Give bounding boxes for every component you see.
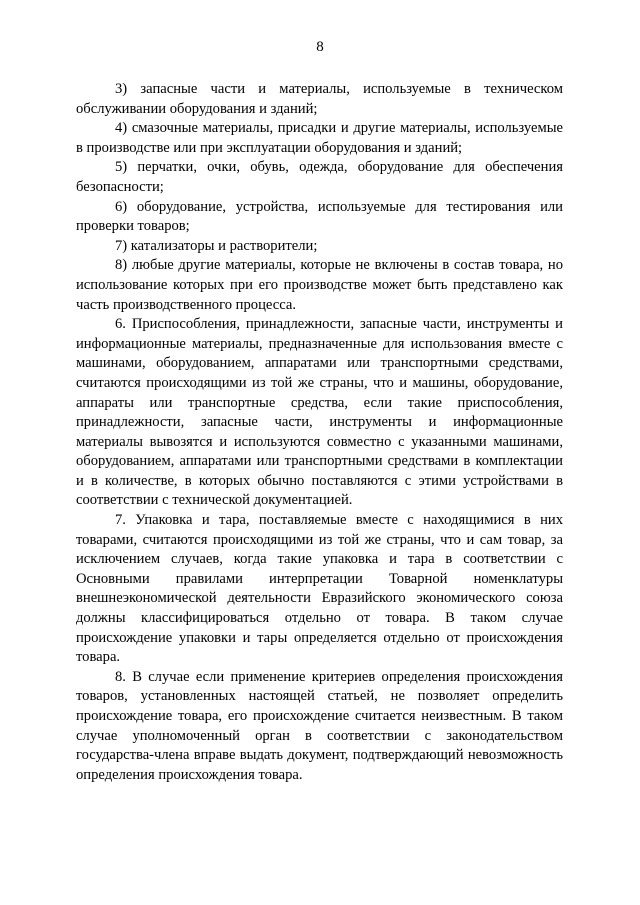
page-number: 8 [316, 39, 324, 55]
paragraph-item-8: 8) любые другие материалы, которые не включены в состав товара, но использование которых при его производстве может быть представлено как часть производственного процесса. [76, 257, 563, 313]
paragraph-item-6: 6) оборудование, устройства, используемые для тестирования или проверки товаров; [76, 198, 563, 235]
paragraph-section-6: 6. Приспособления, принадлежности, запасные части, инструменты и информационные материалы, предназначенные для использования вместе с машинами, оборудованием, аппаратами или транспортными средствами, считаются происходящими из той же страны, что и машины, оборудование, аппараты или транспортные средства, если такие приспособления, принадлежности, запасные части, инструменты и информационные материалы вывозятся и используются совместно с указанными машинами, оборудованием, аппаратами или транспортными средствами в комплектации и в количестве, в которых обычно поставляются с этими устройствами в соответствии с технической документацией. [76, 316, 563, 509]
paragraph-item-7: 7) катализаторы и растворители; [115, 237, 318, 254]
paragraph-section-8: 8. В случае если применение критериев определения происхождения товаров, установленных настоящей статьей, не позволяет определить происхождение товара, его происхождение считается неизвестным. В таком случае уполномоченный орган в соответствии с законодательством государства-члена вправе выдать документ, подтверждающий невозможность определения происхождения товара. [76, 668, 563, 783]
paragraph-item-5: 5) перчатки, очки, обувь, одежда, оборудование для обеспечения безопасности; [76, 159, 563, 195]
paragraph-item-3: 3) запасные части и материалы, используемые в техническом обслуживании оборудования и зданий; [76, 81, 563, 117]
body-text [76, 80, 563, 785]
paragraph-item-4: 4) смазочные материалы, присадки и другие материалы, используемые в производстве или при эксплуатации оборудования и зданий; [76, 120, 563, 156]
paragraph-section-7: 7. Упаковка и тара, поставляемые вместе с находящимися в них товарами, считаются происходящими из той же страны, что и сам товар, за исключением случаев, когда такие упаковка и тара в соответствии с Основными правилами интерпретации Товарной номенклатуры внешнеэкономической деятельности Евразийского экономического союза должны классифицироваться отдельно от товара. В таком случае происхождение упаковки и тары определяется отдельно от происхождения товара. [76, 512, 563, 666]
